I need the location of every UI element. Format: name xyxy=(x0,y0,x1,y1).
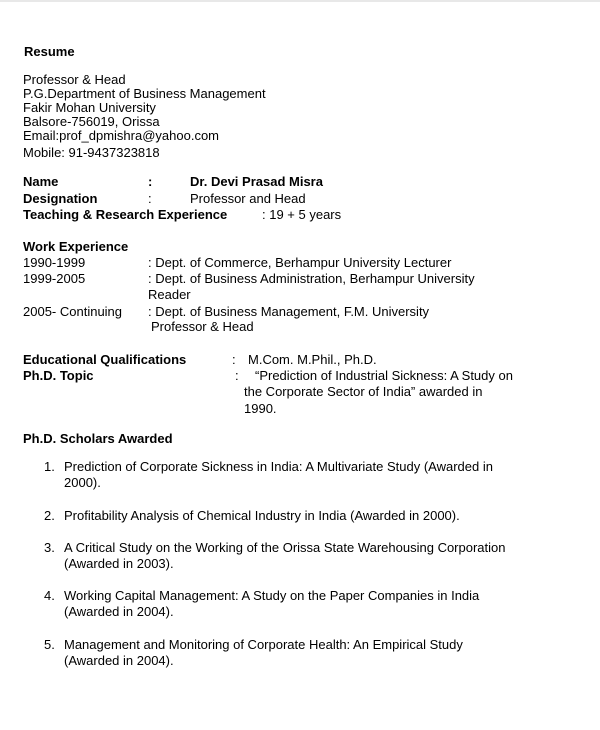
scholar-number: 2. xyxy=(44,508,55,523)
phd-topic-label: Ph.D. Topic xyxy=(23,368,94,383)
scholar-title: Prediction of Corporate Sickness in India: A Multivariate Study (Awarded in xyxy=(64,459,493,474)
scholar-number: 4. xyxy=(44,588,55,603)
work-detail-continued: Reader xyxy=(148,287,191,302)
document-title: Resume xyxy=(24,44,75,59)
designation-value: Professor and Head xyxy=(190,191,306,206)
scholar-title-continued: (Awarded in 2004). xyxy=(64,604,174,619)
phd-topic-colon: : xyxy=(235,368,239,383)
work-detail: : Dept. of Business Administration, Berhampur University xyxy=(148,271,475,286)
education-value: M.Com. M.Phil., Ph.D. xyxy=(248,352,377,367)
scholar-number: 3. xyxy=(44,540,55,555)
work-period: 1990-1999 xyxy=(23,255,86,270)
designation-colon: : xyxy=(148,191,152,206)
contact-university: Fakir Mohan University xyxy=(23,100,156,115)
scholar-title-continued: (Awarded in 2004). xyxy=(64,653,174,668)
experience-value: : 19 + 5 years xyxy=(262,207,342,222)
contact-department: P.G.Department of Business Management xyxy=(23,86,266,101)
contact-email: Email:prof_dpmishra@yahoo.com xyxy=(23,128,220,143)
page-top-edge xyxy=(0,0,600,2)
work-detail: : Dept. of Commerce, Berhampur University Lecturer xyxy=(148,255,452,270)
scholar-title: Management and Monitoring of Corporate Health: An Empirical Study xyxy=(64,637,463,652)
name-label: Name xyxy=(23,174,59,189)
scholar-title: Profitability Analysis of Chemical Industry in India (Awarded in 2000). xyxy=(64,508,460,523)
contact-address: Balsore-756019, Orissa xyxy=(23,114,160,129)
scholar-number: 1. xyxy=(44,459,55,474)
phd-topic-line: the Corporate Sector of India” awarded in xyxy=(244,384,483,399)
phd-topic-line: “Prediction of Industrial Sickness: A Study on xyxy=(255,368,513,383)
education-label: Educational Qualifications xyxy=(23,352,187,367)
education-colon: : xyxy=(232,352,236,367)
designation-label: Designation xyxy=(23,191,98,206)
scholar-title-continued: 2000). xyxy=(64,475,101,490)
work-detail: : Dept. of Business Management, F.M. University xyxy=(148,304,430,319)
experience-label: Teaching & Research Experience xyxy=(23,207,228,222)
work-experience-heading: Work Experience xyxy=(23,239,129,254)
scholars-heading: Ph.D. Scholars Awarded xyxy=(23,431,173,446)
work-period: 1999-2005 xyxy=(23,271,86,286)
scholar-title: A Critical Study on the Working of the Orissa State Warehousing Corporation xyxy=(64,540,506,555)
contact-mobile: Mobile: 91-9437323818 xyxy=(23,145,160,160)
phd-topic-line: 1990. xyxy=(244,401,277,416)
scholar-title: Working Capital Management: A Study on the Paper Companies in India xyxy=(64,588,480,603)
name-colon: : xyxy=(148,174,153,189)
contact-position: Professor & Head xyxy=(23,72,126,87)
name-value: Dr. Devi Prasad Misra xyxy=(190,174,323,189)
scholar-number: 5. xyxy=(44,637,55,652)
scholar-title-continued: (Awarded in 2003). xyxy=(64,556,174,571)
work-period: 2005- Continuing xyxy=(23,304,123,319)
work-detail-continued: Professor & Head xyxy=(151,319,254,334)
